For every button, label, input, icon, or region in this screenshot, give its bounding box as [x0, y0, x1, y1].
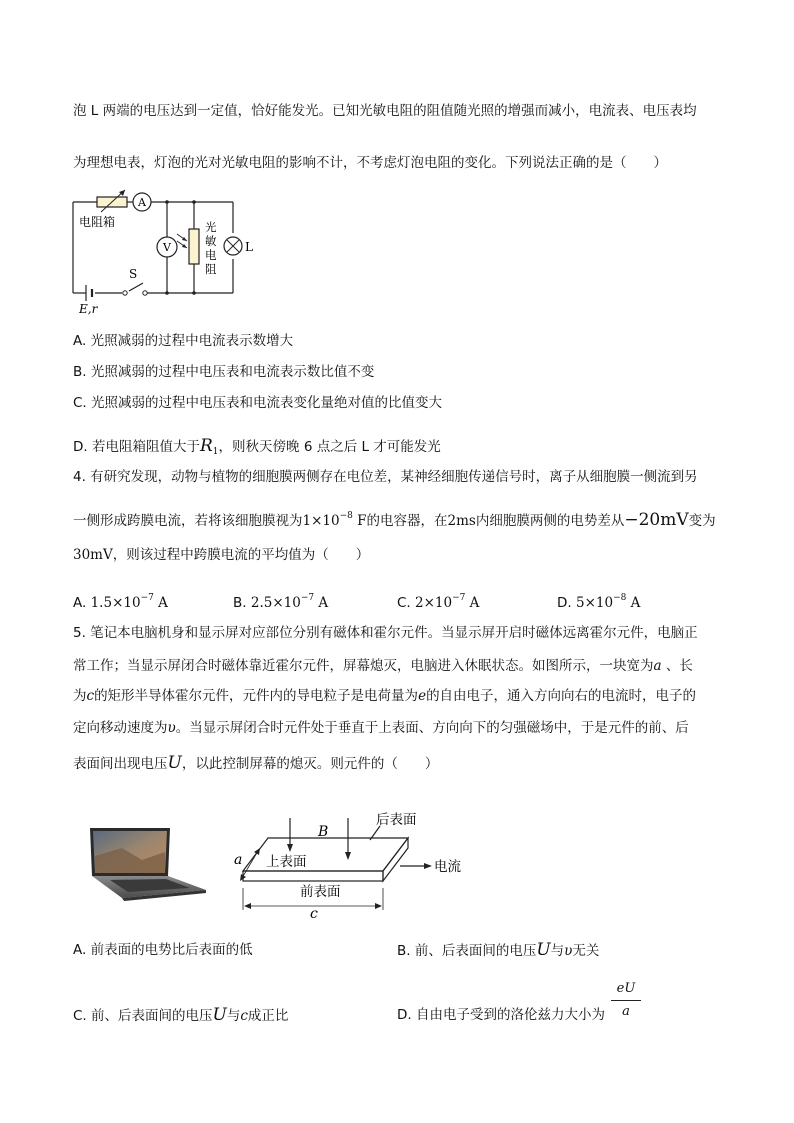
q5-line-5: 表面间出现电压U，以此控制屏幕的熄灭。则元件的（ ） — [73, 753, 439, 773]
q5-line-1: 5. 笔记本电脑机身和显示屏对应部位分别有磁体和霍尔元件。当显示屏开启时磁体远离霍尔元件，电脑正 — [73, 625, 698, 641]
q4-option-a: A. $1.5\times 10^{-7}$ A — [73, 593, 168, 611]
switch-label: S — [129, 267, 138, 281]
resistor-box-label: 电阻箱 — [79, 215, 116, 229]
figure-label-b: B — [318, 824, 329, 840]
q4-line-2: 一侧形成跨膜电流，若将该细胞膜视为$1\times 10^{-8}$ F的电容器，在2ms内细胞膜两侧的电势差从−20mV变为 — [73, 510, 716, 530]
q5-option-d: D. 自由电子受到的洛伦兹力大小为 — [397, 1007, 605, 1023]
symbol-r: R — [199, 436, 213, 456]
ammeter-label: A — [138, 196, 146, 209]
circuit-diagram — [65, 186, 265, 316]
figure-label-back: 后表面 — [376, 812, 417, 828]
q4-line-3: 30mV，则该过程中跨膜电流的平均值为（ ） — [73, 547, 370, 563]
figure-label-a: a — [234, 852, 243, 868]
prev-option-d: D. 若电阻箱阻值大于$R_1$，则秋天傍晚 6 点之后 L 才可能发光 — [73, 436, 441, 457]
q5-line-4: 定向移动速度为υ。当显示屏闭合时元件处于垂直于上表面、方向向下的匀强磁场中，于是元件的前、后 — [73, 720, 689, 736]
q4-option-c: C. $2\times 10^{-7}$ A — [397, 593, 480, 611]
q4-option-d: D. $5\times 10^{-8}$ A — [557, 593, 641, 611]
time-value: 2ms — [447, 513, 476, 529]
q5-option-a: A. 前表面的电势比后表面的低 — [73, 942, 253, 958]
prev-option-c: C. 光照减弱的过程中电压表和电流表变化量绝对值的比值变大 — [73, 395, 443, 411]
hall-element-figure — [230, 806, 480, 918]
ldr-char-3: 电 — [205, 248, 217, 262]
prev-option-a: A. 光照减弱的过程中电流表示数增大 — [73, 333, 294, 349]
prev-question-line-2: 为理想电表，灯泡的光对光敏电阻的影响不计，不考虑灯泡电阻的变化。下列说法正确的是（ ） — [73, 155, 667, 171]
ldr-char-4: 阻 — [205, 262, 217, 276]
prev-question-line-1: 泡 L 两端的电压达到一定值，恰好能发光。已知光敏电阻的阻值随光照的增强而减小，电流表、电压表均 — [73, 103, 697, 119]
capacitance-value: $1\times 10^{-8}$ F — [302, 511, 367, 529]
figure-label-current: 电流 — [434, 859, 461, 875]
ldr-char-2: 敏 — [205, 234, 217, 248]
q5-option-c: C. 前、后表面间的电压U与c成正比 — [73, 1005, 289, 1025]
q5-line-3: 为c的矩形半导体霍尔元件，元件内的导电粒子是电荷量为e的自由电子，通入方向向右的电流时，电子的 — [73, 688, 697, 704]
fraction-numerator: eU — [616, 981, 636, 996]
lamp-label: L — [245, 240, 253, 254]
fraction-denominator: a — [622, 1004, 630, 1019]
figure-label-c: c — [310, 906, 318, 918]
q4-option-b: B. $2.5\times 10^{-7}$ A — [233, 593, 329, 611]
figure-label-top: 上表面 — [266, 854, 307, 870]
voltage-from: −20mV — [624, 510, 689, 530]
fraction-eu-over-a — [611, 980, 641, 1021]
q5-option-b: B. 前、后表面间的电压U与υ无关 — [397, 940, 600, 960]
source-label: E,r — [79, 302, 98, 316]
ldr-char-1: 光 — [205, 220, 217, 234]
q4-line-1: 4. 有研究发现，动物与植物的细胞膜两侧存在电位差，某神经细胞传递信号时，离子从细胞膜一侧流到另 — [73, 469, 698, 485]
voltage-to: 30mV — [73, 547, 113, 563]
voltmeter-label: V — [163, 241, 171, 254]
prev-option-b: B. 光照减弱的过程中电压表和电流表示数比值不变 — [73, 364, 375, 380]
q5-line-2: 常工作；当显示屏闭合时磁体靠近霍尔元件，屏幕熄灭，电脑进入休眠状态。如图所示，一块宽为a 、长 — [73, 658, 693, 674]
laptop-image — [82, 826, 210, 902]
figure-label-front: 前表面 — [300, 884, 341, 900]
